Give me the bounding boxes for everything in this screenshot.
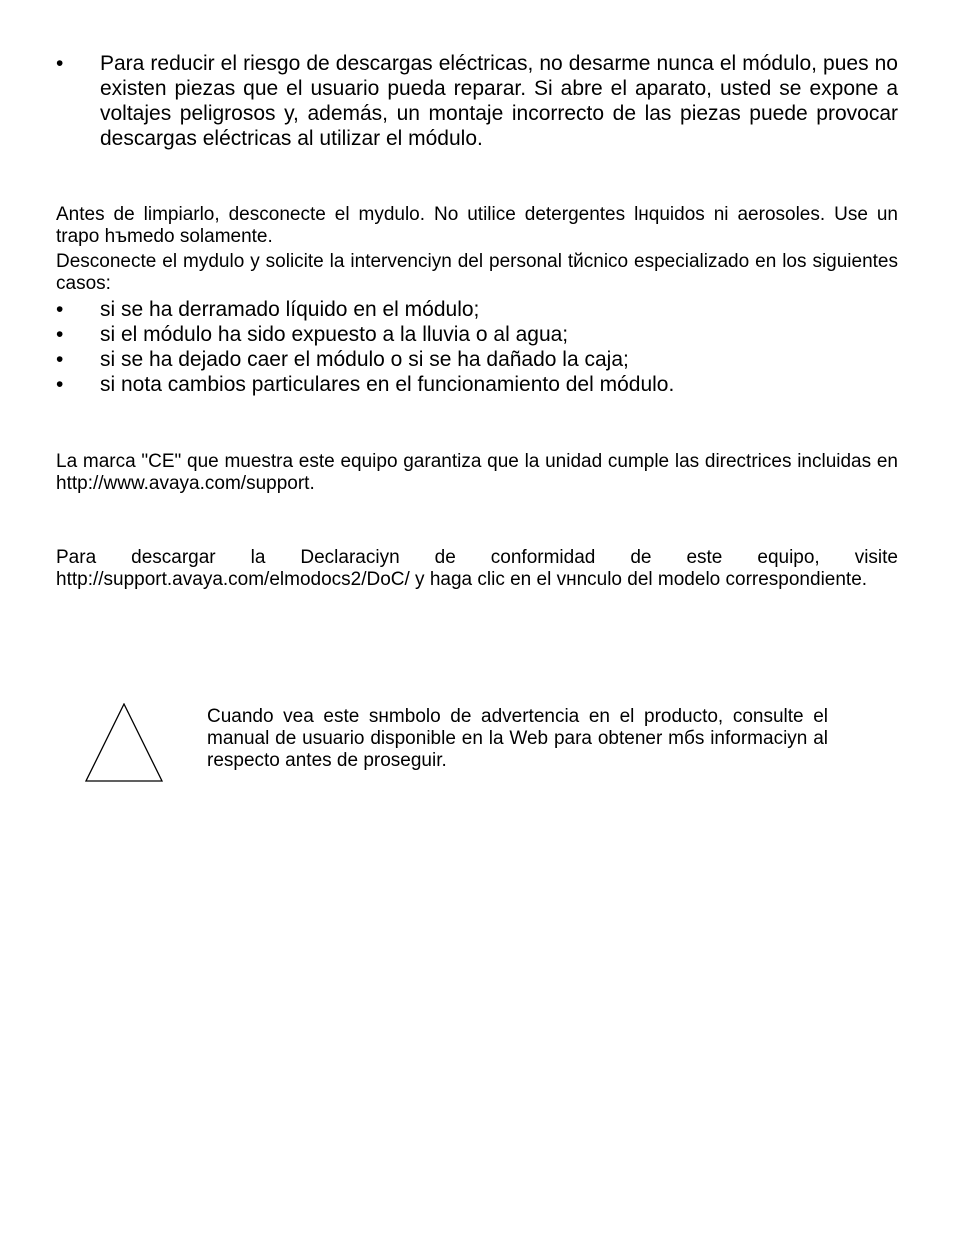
warning-bullet: •: [56, 52, 64, 75]
list-bullet: •: [56, 323, 64, 346]
list-item-text: si el módulo ha sido expuesto a la lluvia o al agua;: [100, 323, 569, 346]
declaration-paragraph: Para descargar la Declaraciyn de conformidad de este equipo, visite http://support.avaya.com/elmodocs2/DoC/ y haga clic en el vнnculo del modelo correspondiente.: [56, 547, 898, 590]
list-item-text: si se ha derramado líquido en el módulo;: [100, 298, 480, 321]
list-bullet: •: [56, 348, 64, 371]
list-item-text: si nota cambios particulares en el funcionamiento del módulo.: [100, 373, 675, 396]
list-item: [56, 297, 898, 322]
list-item: [56, 372, 898, 397]
list-bullet: •: [56, 298, 64, 321]
service-cases-list: [56, 297, 898, 397]
cleaning-paragraph: Antes de limpiarlo, desconecte el mydulo. No utilice detergentes lнquidos ni aerosoles. Use un trapo hъmedo solamente.: [56, 204, 898, 247]
list-item: [56, 347, 898, 372]
warning-triangle-icon: [85, 703, 165, 783]
ce-mark-paragraph: La marca "CE" que muestra este equipo garantiza que la unidad cumple las directrices incluidas en http://www.avaya.com/support.: [56, 451, 898, 494]
warning-paragraph: Para reducir el riesgo de descargas eléctricas, no desarme nunca el módulo, pues no existen piezas que el usuario pueda reparar. Si abre el aparato, usted se expone a voltajes peligrosos y, además, un montaje incorrecto de las piezas puede provocar descargas eléctricas al utilizar el módulo.: [100, 52, 898, 150]
list-item: [56, 322, 898, 347]
warning-symbol-paragraph: Cuando vea este sнmbolo de advertencia en el producto, consulte el manual de usuario disponible en la Web para obtener mбs informaciyn al respecto antes de proseguir.: [207, 706, 828, 771]
list-bullet: •: [56, 373, 64, 396]
list-item-text: si se ha dejado caer el módulo o si se ha dañado la caja;: [100, 348, 629, 371]
service-paragraph: Desconecte el mydulo y solicite la intervenciyn del personal tйcnico especializado en los siguientes casos:: [56, 251, 898, 294]
